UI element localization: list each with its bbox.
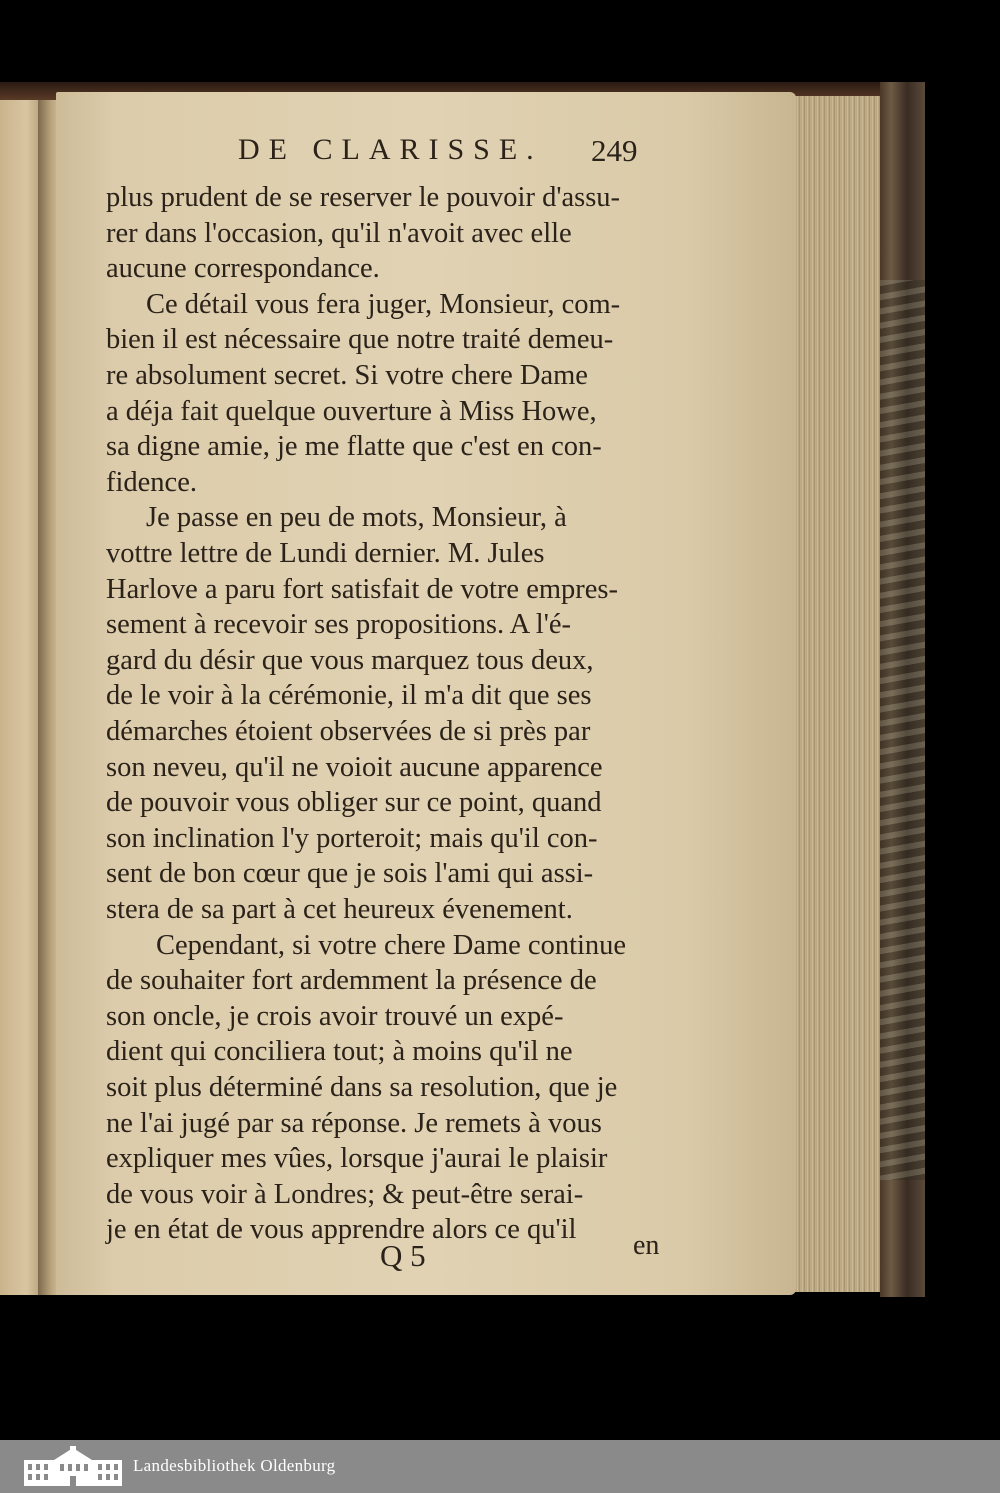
text-line: expliquer mes vûes, lorsque j'aurai le plaisir xyxy=(106,1143,608,1175)
running-header xyxy=(238,133,658,173)
page-number: 249 xyxy=(591,133,638,168)
text-line: sent de bon cœur que je sois l'ami qui assi- xyxy=(106,858,594,890)
cover-marbling xyxy=(880,280,925,1180)
library-name: Landesbibliothek Oldenburg xyxy=(133,1456,336,1475)
text-line: rer dans l'occasion, qu'il n'avoit avec elle xyxy=(106,217,572,249)
signature-mark: Q 5 xyxy=(380,1238,426,1273)
text-line: aucune correspondance. xyxy=(106,253,380,285)
text-line: sement à recevoir ses propositions. A l'é- xyxy=(106,609,571,641)
library-footer xyxy=(0,1440,1000,1493)
library-building-logo xyxy=(24,1446,122,1486)
text-line: son inclination l'y porteroit; mais qu'il con- xyxy=(106,822,598,854)
catchword: en xyxy=(633,1230,660,1261)
text-line: son oncle, je crois avoir trouvé un expé- xyxy=(106,1000,564,1032)
running-title: DE CLARISSE. xyxy=(238,133,543,166)
text-line: je en état de vous apprendre alors ce qu'il xyxy=(106,1214,577,1246)
text-line: a déja fait quelque ouverture à Miss Howe, xyxy=(106,395,597,427)
text-line: gard du désir que vous marquez tous deux, xyxy=(106,644,594,676)
text-line: stera de sa part à cet heureux évenement. xyxy=(106,894,573,925)
page-text xyxy=(106,182,686,1246)
text-line: fidence. xyxy=(106,466,197,498)
text-line: Harlove a paru fort satisfait de votre empres- xyxy=(106,573,618,605)
text-line: son neveu, qu'il ne voioit aucune apparence xyxy=(106,751,603,783)
text-line: Je passe en peu de mots, Monsieur, à xyxy=(146,502,567,534)
text-line: soit plus déterminé dans sa resolution, que je xyxy=(106,1072,618,1103)
text-line: de vous voir à Londres; & peut-être serai- xyxy=(106,1178,584,1210)
text-line: de le voir à la cérémonie, il m'a dit que ses xyxy=(106,680,592,712)
text-line: ne l'ai jugé par sa réponse. Je remets à vous xyxy=(106,1107,602,1139)
text-line: de souhaiter fort ardemment la présence de xyxy=(106,965,597,997)
text-line: re absolument secret. Si votre chere Dame xyxy=(106,360,588,391)
text-line: sa digne amie, je me flatte que c'est en con- xyxy=(106,431,602,463)
text-line: bien il est nécessaire que notre traité demeu- xyxy=(106,324,614,356)
text-line: plus prudent de se reserver le pouvoir d'assu- xyxy=(106,182,621,213)
text-line: Ce détail vous fera juger, Monsieur, com- xyxy=(146,288,621,320)
text-line: dient qui conciliera tout; à moins qu'il ne xyxy=(106,1036,573,1068)
text-line: vottre lettre de Lundi dernier. M. Jules xyxy=(106,538,545,569)
text-line: Cependant, si votre chere Dame continue xyxy=(156,929,627,961)
page-fore-edges xyxy=(786,96,886,1292)
text-line: de pouvoir vous obliger sur ce point, quand xyxy=(106,787,602,819)
text-line: démarches étoient observées de si près par xyxy=(106,716,591,747)
